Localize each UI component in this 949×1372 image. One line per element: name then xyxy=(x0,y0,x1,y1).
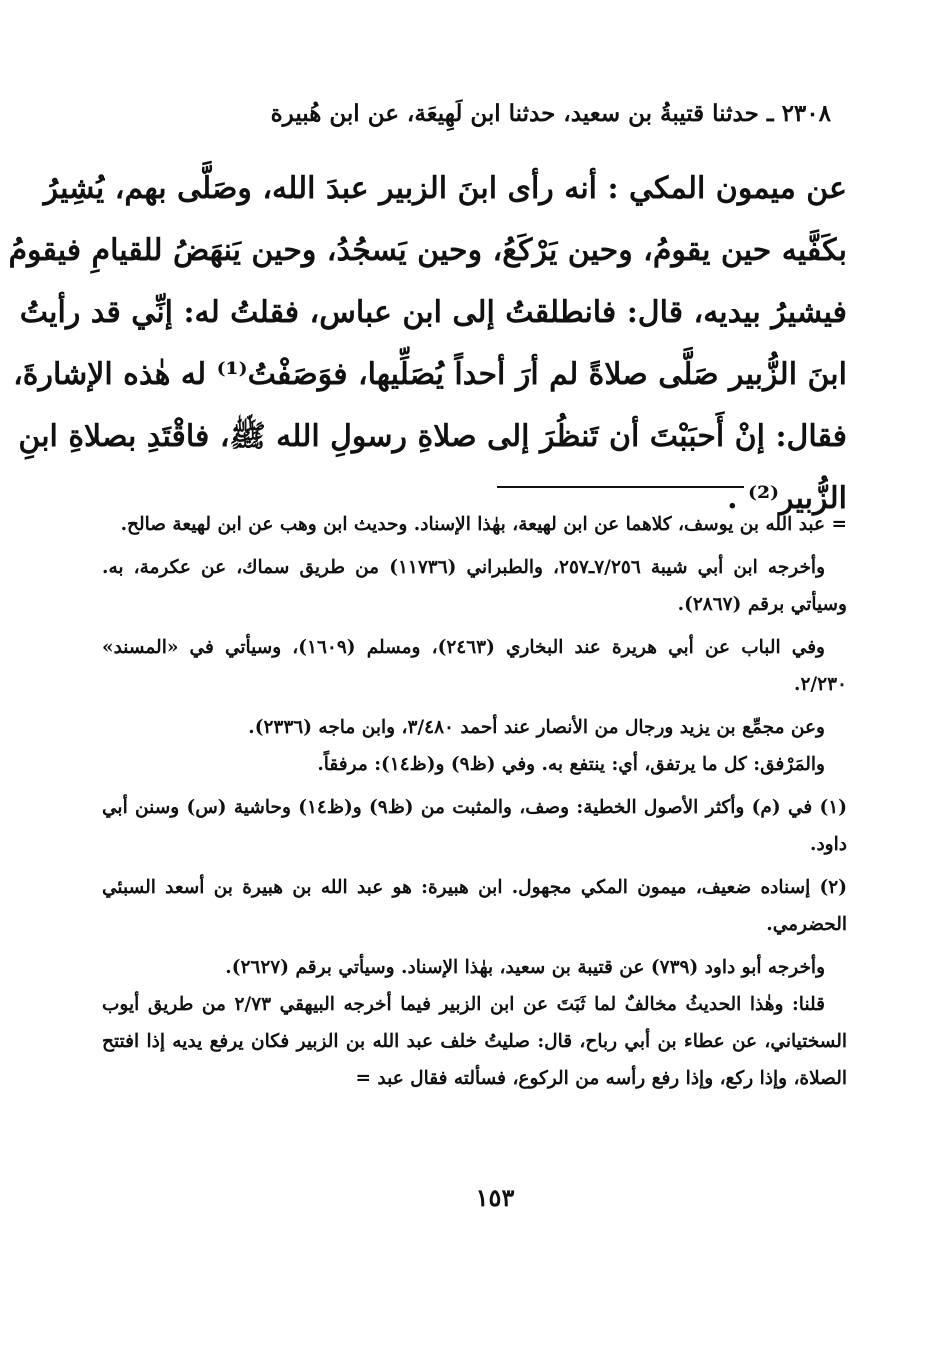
footnote-paragraph: وفي الباب عن أبي هريرة عند البخاري (٢٤٦٣)، ومسلم (١٦٠٩)، وسيأتي في «المسند» ٢/٢٣٠. xyxy=(102,637,847,695)
footnote-1: (١) في (م) وأكثر الأصول الخطية: وصف، والمثبت من (ظ٩) و(ظ١٤) وحاشية (س) وسنن أبي داود. xyxy=(102,797,847,855)
hadith-header: ٢٣٠٨ ـ حدثنا قتيبةُ بن سعيد، حدثنا ابن لَهِيعَة، عن ابن هُبيرة xyxy=(270,100,831,127)
main-text-line: عن ميمون المكي : أنه رأى ابنَ الزبير عبدَ الله، وصَلَّى بهم، يُشِيرُ xyxy=(43,171,847,206)
footnote-paragraph: والمَرْفق: كل ما يرتفق، أي: ينتفع به. وفي (ظ٩) و(ظ١٤): مرفقاً. xyxy=(317,754,825,775)
footnotes xyxy=(102,506,847,1103)
page-number: ١٥٣ xyxy=(475,1183,515,1212)
footnote-paragraph: = عبد الله بن يوسف، كلاهما عن ابن لهيعة، بهٰذا الإسناد. وحديث ابن وهب عن ابن لهيعة صالح. xyxy=(120,514,847,535)
main-text-line: فقال: إنْ أَحبَبْتَ أن تَنظُرَ إلى صلاةِ رسولِ الله ﷺ، فاقْتَدِ بصلاةِ ابنِ xyxy=(18,419,847,454)
footnote-separator xyxy=(497,486,744,488)
main-text-line: ابنَ الزُّبير صَلَّى صلاةً لم أرَ أحداً يُصَلِّيها، فوَصَفْتُ⁽¹⁾ له هٰذه الإشارةَ، xyxy=(13,357,847,392)
footnote-2: (٢) إسناده ضعيف، ميمون المكي مجهول. ابن هبيرة: هو عبد الله بن هبيرة بن أسعد السبئي الحضرمي. xyxy=(102,877,847,935)
footnote-paragraph: وأخرجه أبو داود (٧٣٩) عن قتيبة بن سعيد، بهٰذا الإسناد. وسيأتي برقم (٢٦٢٧). xyxy=(225,957,825,978)
hadith-main-text xyxy=(8,158,847,530)
footnote-paragraph: وعن مجمِّع بن يزيد ورجال من الأنصار عند أحمد ٣/٤٨٠، وابن ماجه (٢٣٣٦). xyxy=(248,717,825,738)
main-text-line: فيشيرُ بيديه، قال: فانطلقتُ إلى ابن عباس، فقلتُ له: إنِّي قد رأيتُ xyxy=(19,295,847,330)
footnote-paragraph: قلنا: وهٰذا الحديثُ مخالفٌ لما ثَبَتَ عن ابن الزبير فيما أخرجه البيهقي ٢/٧٣ من طريق أيوب السختياني، عن عطاء بن أبي رباح، قال: صليتُ خلف عبد الله بن الزبير فكان يرفع يديه إذا افتتح الصلاة، وإذا ركع، وإذا رفع رأسه من الركوع، فسألته فقال عبد = xyxy=(102,994,847,1089)
footnote-paragraph: وأخرجه ابن أبي شيبة ٧/٢٥٦ـ٢٥٧، والطبراني (١١٧٣٦) من طريق سماك، عن عكرمة، به. وسيأتي برقم (٢٨٦٧). xyxy=(102,557,847,615)
main-text-line: الزُّبير⁽²⁾ . xyxy=(727,481,847,516)
main-text-line: بكَفَّيه حين يقومُ، وحين يَرْكَعُ، وحين يَسجُدُ، وحين يَنهَضُ للقيامِ فيقومُ xyxy=(8,233,847,268)
